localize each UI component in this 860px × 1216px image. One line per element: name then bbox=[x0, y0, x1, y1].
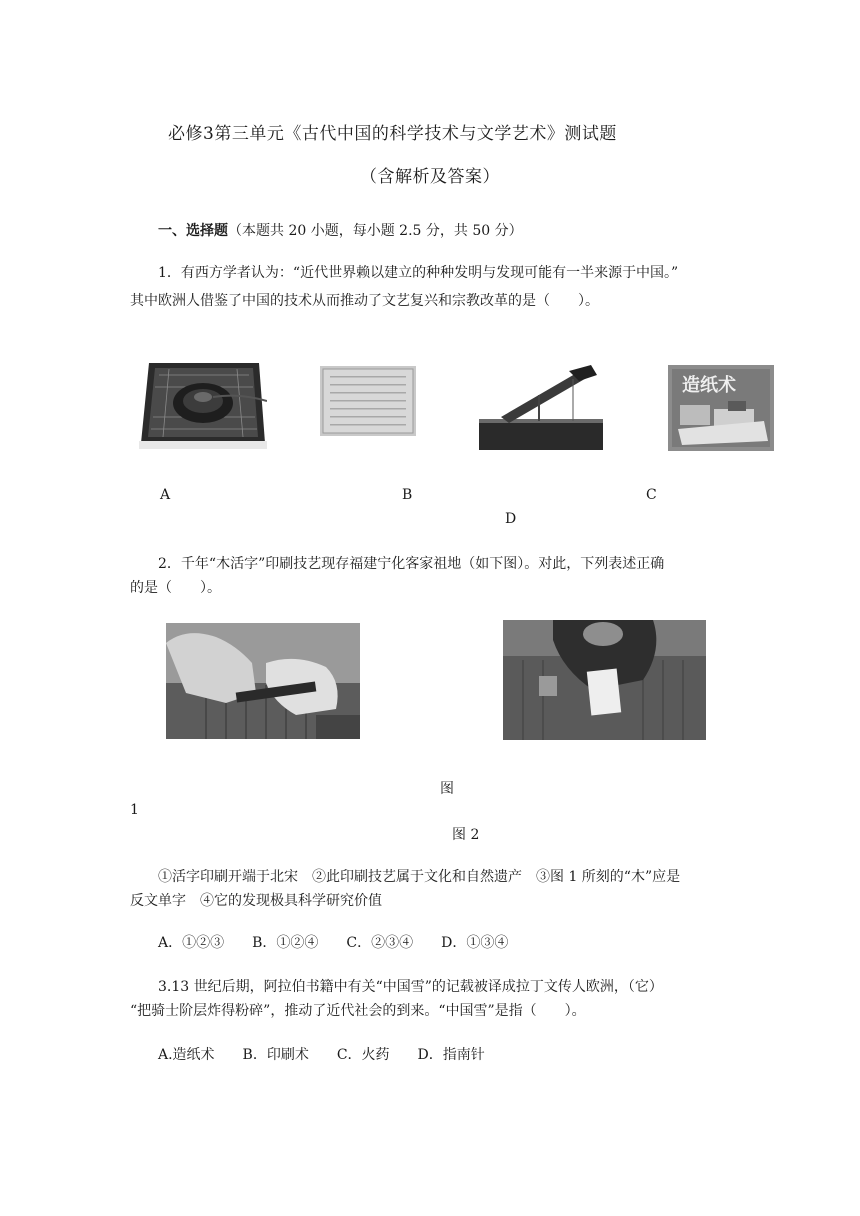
q1-text-line1: 1．有西方学者认为：“近代世界赖以建立的种种发明与发现可能有一半来源于中国。” bbox=[158, 265, 679, 281]
document-subtitle: （含解析及答案） bbox=[360, 167, 500, 187]
q2-statements-line1: ①活字印刷开端于北宋 ②此印刷技艺属于文化和自然遗产 ③图 1 所刻的“木”应是 bbox=[158, 869, 681, 885]
figure-2-caption: 图 2 bbox=[452, 827, 480, 843]
q1-label-b: B bbox=[402, 487, 413, 503]
figure-1-caption-a: 图 bbox=[440, 781, 454, 797]
gun-image bbox=[479, 365, 603, 450]
compass-image bbox=[139, 357, 267, 449]
printing-plate-image bbox=[320, 366, 416, 436]
figure-1-image bbox=[166, 623, 360, 739]
section-heading bbox=[158, 220, 523, 240]
q3-text-line1: 3.13 世纪后期，阿拉伯书籍中有关“中国雪”的记载被译成拉丁文传人欧洲，（它） bbox=[158, 979, 663, 995]
section-title: 一、选择题 bbox=[158, 223, 228, 239]
q3-options: A.造纸术 B．印刷术 C．火药 D．指南针 bbox=[158, 1047, 485, 1063]
q1-text-line2: 其中欧洲人借鉴了中国的技术从而推动了文艺复兴和宗教改革的是（ ）。 bbox=[130, 293, 599, 309]
q2-text-line1: 2．千年“木活字”印刷技艺现存福建宁化客家祖地（如下图）。对此，下列表述正确 bbox=[158, 556, 665, 572]
q3-text-line2: “把骑士阶层炸得粉碎”，推动了近代社会的到来。“中国雪”是指（ ）。 bbox=[130, 1003, 586, 1019]
section-note: （本题共 20 小题，每小题 2.5 分，共 50 分） bbox=[228, 223, 523, 239]
papermaking-image bbox=[668, 365, 774, 451]
q1-label-d: D bbox=[505, 511, 517, 527]
q1-label-a: A bbox=[160, 487, 171, 503]
figure-1-caption-b: 1 bbox=[130, 802, 139, 818]
q2-statements-line2: 反文单字 ④它的发现极具科学研究价值 bbox=[130, 893, 382, 909]
q2-text-line2: 的是（ ）。 bbox=[130, 580, 221, 596]
papermaking-book-title: 造纸术 bbox=[682, 375, 736, 396]
document-title: 必修3第三单元《古代中国的科学技术与文学艺术》测试题 bbox=[168, 124, 617, 144]
q1-label-c: C bbox=[646, 487, 657, 503]
q2-options: A．①②③ B．①②④ C．②③④ D．①③④ bbox=[158, 935, 509, 951]
figure-2-image bbox=[503, 620, 706, 740]
